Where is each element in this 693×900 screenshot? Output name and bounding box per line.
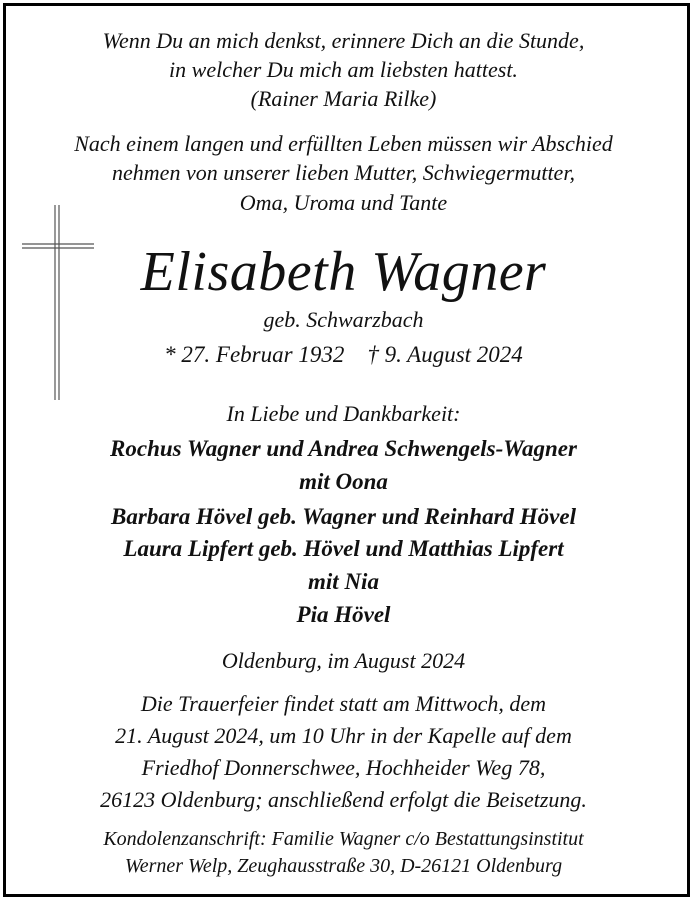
funeral-line: Friedhof Donnerschwee, Hochheider Weg 78, — [141, 755, 546, 780]
intro-line-2: nehmen von unserer lieben Mutter, Schwiegermutter, — [112, 160, 575, 185]
mourner-line: Pia Hövel — [296, 602, 391, 627]
mourner-line: mit Oona — [299, 469, 388, 494]
deceased-name: Elisabeth Wagner — [140, 241, 547, 303]
condolence-line-2: Werner Welp, Zeughausstraße 30, D-26121 Oldenburg — [124, 855, 563, 877]
funeral-line: 21. August 2024, um 10 Uhr in der Kapelle auf dem — [115, 723, 572, 748]
life-dates: * 27. Februar 1932 † 9. August 2024 — [164, 342, 523, 367]
mourner-line: Rochus Wagner und Andrea Schwengels-Wagner — [110, 436, 577, 461]
quote-author: (Rainer Maria Rilke) — [250, 86, 437, 111]
quote-line-1: Wenn Du an mich denkst, erinnere Dich an die Stunde, — [102, 28, 585, 53]
birth-name: geb. Schwarzbach — [263, 307, 424, 332]
intro-line-1: Nach einem langen und erfüllten Leben müssen wir Abschied — [74, 131, 613, 156]
funeral-line: 26123 Oldenburg; anschließend erfolgt die Beisetzung. — [100, 787, 587, 812]
intro-line-3: Oma, Uroma und Tante — [239, 190, 448, 215]
place-date: Oldenburg, im August 2024 — [221, 648, 466, 673]
mourner-line: mit Nia — [308, 569, 379, 594]
funeral-line: Die Trauerfeier findet statt am Mittwoch, dem — [140, 691, 547, 716]
quote-line-2: in welcher Du mich am liebsten hattest. — [169, 57, 518, 82]
mourners-intro: In Liebe und Dankbarkeit: — [226, 401, 461, 426]
condolence-line-1: Kondolenzanschrift: Familie Wagner c/o Bestattungsinstitut — [103, 828, 584, 850]
latin-cross-icon — [22, 205, 94, 400]
mourner-line: Barbara Hövel geb. Wagner und Reinhard Hövel — [111, 504, 576, 529]
mourner-line: Laura Lipfert geb. Hövel und Matthias Lipfert — [123, 536, 564, 561]
